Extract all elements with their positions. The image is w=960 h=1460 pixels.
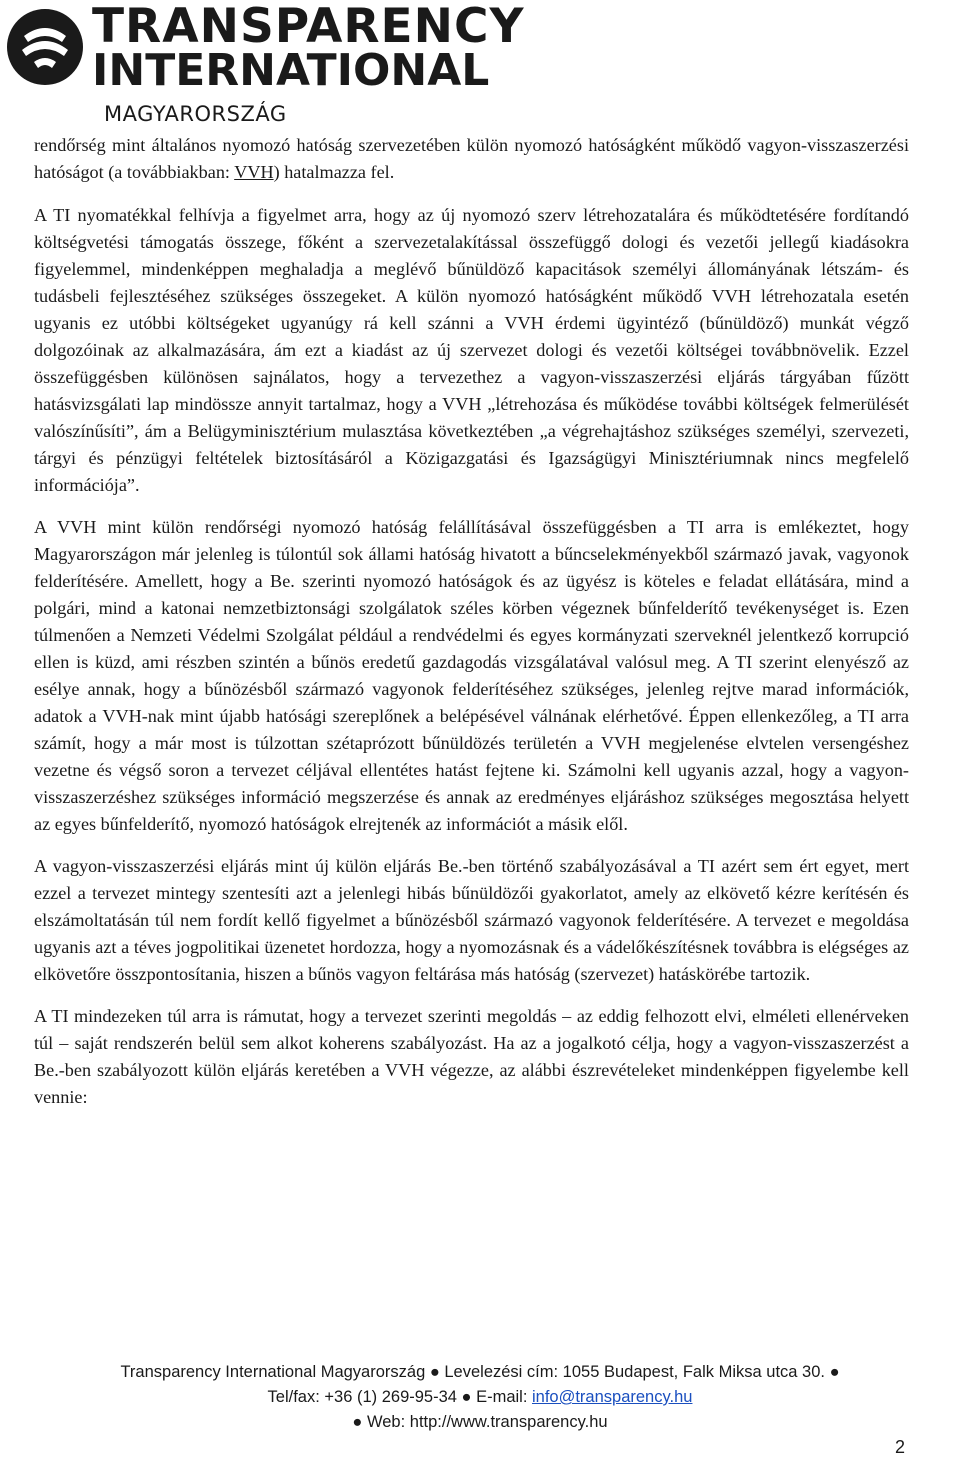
paragraph-continuation <box>34 132 909 186</box>
footer-web: ● Web: http://www.transparency.hu <box>352 1413 608 1431</box>
abbreviation-vvh: VVH <box>234 162 274 182</box>
footer-address: Transparency International Magyarország ● Levelezési cím: 1055 Budapest, Falk Miksa utca 30. ● <box>120 1363 840 1381</box>
logo-wordmark-line1: TRANSPARENCY <box>92 0 525 54</box>
page-footer <box>0 1360 960 1435</box>
paragraph-text: rendőrség mint általános nyomozó hatóság szervezetében külön nyomozó hatóságként működő vagyon-visszaszerzési hatóságot (a továbbiakban: <box>34 135 909 182</box>
email-link[interactable]: info@transparency.hu <box>532 1388 693 1406</box>
paragraph-text: ) hatalmazza fel. <box>273 162 395 182</box>
logo-wordmark-line2: INTERNATIONAL <box>92 45 490 96</box>
footer-contact <box>0 1385 960 1410</box>
paragraph-2: A VVH mint külön rendőrségi nyomozó hatóság felállításával összefüggésben a TI arra is emlékeztet, hogy Magyarországon már jelenleg is túlontúl sok állami hatóság hivatott a bűncselekményekből származó javak, vagyonok felderítésére. Amellett, hogy a Be. szerinti nyomozó hatóságok és az ügyész is köteles e feladat ellátására, mind a polgári, mind a katonai nemzetbiztonsági szolgálatok széles körben végeznek bűnfelderítő tevékenységet is. Ezen túlmenően a Nemzeti Védelmi Szolgálat például a rendvédelmi és egyes kormányzati szerveknél jelentkező korrupció ellen is küzd, ami részben szintén a bűnös eredetű gazdagodás vizsgálatával valósul meg. A TI szerint elenyésző az esélye annak, hogy a bűnözésből származó vagyonok felderítéséhez szükséges, jelenleg rejtve marad információk, adatok a VVH-nak mint újabb hatósági szereplőnek a belépésével válnának elérhetővé. Éppen ellenkezőleg, a TI arra számít, hogy a már most is túlzottan szétaprózott bűnüldözés területén a VVH megjelenése elvtelen versengéshez vezetne és végső soron a tervezet céljával ellentétes hatást fejtene ki. Számolni kell ugyanis azzal, hogy a vagyon-visszaszerzéshez szükséges információ megszerzése és annak az eredményes eljáráshoz szükséges megosztása helyett az egyes bűnfelderítő, nyomozó hatóságok elrejtenék az információt a másik elől. <box>34 517 909 834</box>
page-number: 2 <box>895 1437 906 1457</box>
footer-phone: Tel/fax: +36 (1) 269-95-34 ● E-mail: <box>267 1388 532 1406</box>
transparency-logo-icon <box>4 4 86 96</box>
logo-subtitle: MAGYARORSZÁG <box>104 102 287 126</box>
paragraph-4: A TI mindezeken túl arra is rámutat, hogy a tervezet szerinti megoldás – az eddig felhozott elvi, elméleti ellenérveken túl – saját rendszerén belül sem alkot koherens szabályozást. Ha az a jogalkotó célja, hogy a vagyon-visszaszerzést a Be.-ben szabályozott külön eljárás keretében a VVH végezze, az alábbi észrevételeket mindenképpen figyelembe kell vennie: <box>34 1006 909 1107</box>
paragraph-1: A TI nyomatékkal felhívja a figyelmet arra, hogy az új nyomozó szerv létrehozatalára és működtetésére fordítandó költségvetési támogatás összege, főként a szervezetalakítással összefüggő dologi és vezetői jellegű kiadásokra figyelemmel, mindenképpen meghaladja a meglévő bűnüldöző kapacitások személyi állományának létszám- és tudásbeli fejlesztéséhez szükséges összegeket. A külön nyomozó hatóságként működő VVH létrehozatala esetén ugyanis ez utóbbi költségeket ugyanúgy rá kell szánni a VVH érdemi ügyintéző (bűnüldöző) munkát végző dolgozóinak az alkalmazására, ám ezt a kiadást az új szervezet dologi és vezetői költségei továbbnövelik. Ezzel összefüggésben különösen sajnálatos, hogy a tervezethez a vagyon-visszaszerzési eljárás tárgyában fűzött hatásvizsgálati lap mindössze annyit tartalmaz, hogy a VVH „létrehozása és működése további költségek felmerülését valószínűsíti”, ám a Belügyminisztérium mulasztása következtében „a végrehajtáshoz szükséges személyi, szervezeti, tárgyi és pénzügyi feltételek biztosításáról a Közigazgatási és Igazságügyi Minisztériumnak nincs megfelelő információja”. <box>34 205 909 495</box>
document-body <box>34 132 909 1126</box>
paragraph-3: A vagyon-visszaszerzési eljárás mint új külön eljárás Be.-ben történő szabályozásával a TI azért sem ért egyet, mert ezzel a tervezet mintegy szentesíti azt a jelenlegi hibás bűnüldözői gyakorlatot, amely az elkövető kézre kerítésén és elszámoltatásán túl nem fordít kellő figyelmet a bűnözésből származó vagyonok felderítésére. A tervezet e megoldása ugyanis azt a téves jogpolitikai üzenetet hordozza, hogy a nyomozásnak és a vádelőkészítésnek továbbra is elégséges az elkövetőre összpontosítania, hiszen a bűnös vagyon feltárása más hatóság (szervezet) hatáskörébe tartozik. <box>34 856 909 984</box>
letterhead <box>0 0 960 130</box>
